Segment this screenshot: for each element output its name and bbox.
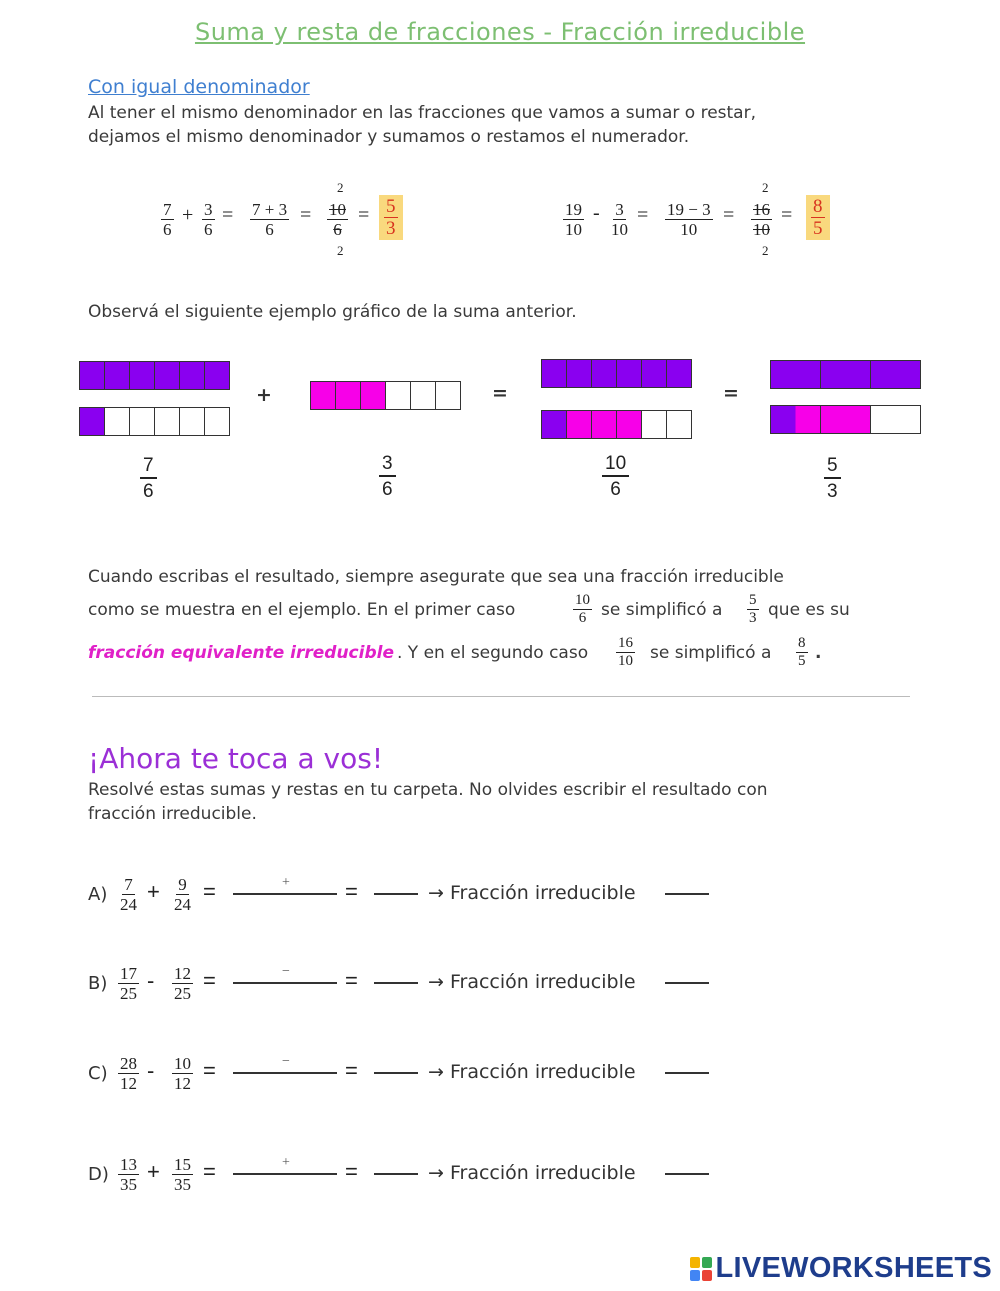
note-text: se simplificó a	[650, 643, 772, 663]
equals-sign: =	[781, 204, 793, 226]
note-text: que es su	[768, 600, 850, 620]
fraction: $\frac{13}{35}$	[120, 1155, 137, 1194]
bar-cell	[617, 360, 642, 387]
answer-line[interactable]	[233, 1173, 337, 1175]
bar-cell	[542, 360, 567, 387]
bar-cell	[771, 406, 821, 433]
exercise-label: B)	[88, 973, 108, 994]
bar-cell	[105, 362, 130, 389]
bar-cell	[642, 360, 667, 387]
equals-sign: =	[203, 1159, 216, 1184]
equals-sign: =	[203, 879, 216, 904]
bar-cell	[130, 362, 155, 389]
crossed-fraction: $\frac{10}{6}$	[329, 200, 346, 239]
operation-sign: +	[282, 875, 290, 890]
equals-sign: =	[345, 1159, 358, 1184]
bar-cell	[105, 408, 130, 435]
fraction: $\frac{3}{10}$	[611, 200, 628, 239]
answer-line[interactable]	[665, 1072, 709, 1074]
bar-partial	[541, 410, 692, 439]
bar-cell	[821, 361, 871, 388]
note-text: .	[815, 643, 822, 663]
note-line-2: como se muestra en el ejemplo. En el primer caso	[88, 600, 516, 620]
inline-fraction: $\frac{10}{6}$	[575, 592, 590, 626]
exercise-label: A)	[88, 884, 108, 905]
inline-fraction: $\frac{16}{10}$	[618, 635, 633, 669]
operation-sign: −	[282, 964, 290, 979]
bar-cell	[871, 361, 920, 388]
bar-cell	[771, 361, 821, 388]
answer-line[interactable]	[233, 1072, 337, 1074]
equals-sign: =	[222, 204, 234, 226]
note-line-1: Cuando escribas el resultado, siempre asegurate que sea una fracción irreducible	[88, 567, 784, 587]
result-fraction: $\frac{5}{3}$	[379, 195, 403, 240]
fraction: $\frac{9}{24}$	[174, 875, 191, 914]
plus-sign: +	[182, 204, 194, 226]
result-label: → Fracción irreducible	[428, 1162, 636, 1184]
brand-logo: LIVEWORKSHEETS	[690, 1252, 993, 1285]
bar-cell	[821, 406, 871, 433]
equals-sign: =	[203, 1058, 216, 1083]
bar-cell	[336, 382, 361, 409]
equals-sign: =	[637, 204, 649, 226]
operator: -	[147, 1058, 155, 1083]
bar-cell	[617, 411, 642, 438]
answer-line[interactable]	[665, 1173, 709, 1175]
inline-fraction: $\frac{5}{3}$	[749, 592, 757, 626]
equals-sign: =	[345, 879, 358, 904]
equals-sign: =	[203, 968, 216, 993]
bar-label-fraction: $\frac{10}{6}$	[602, 454, 629, 499]
divider	[92, 696, 910, 697]
fraction: $\frac{15}{35}$	[174, 1155, 191, 1194]
bar-label-fraction: $\frac{3}{6}$	[379, 454, 396, 499]
combined-fraction: $\frac{19 - 3}{10}$	[667, 200, 711, 239]
divisor-bottom: 2	[762, 243, 769, 258]
brand-icon	[690, 1257, 712, 1281]
result-label: → Fracción irreducible	[428, 971, 636, 993]
plus-sign: +	[256, 384, 272, 406]
bar-cell	[205, 408, 229, 435]
bar-cell	[667, 411, 691, 438]
exercise-label: C)	[88, 1063, 108, 1084]
bar-cell	[205, 362, 229, 389]
exercise-label: D)	[88, 1164, 109, 1185]
bar-cell	[311, 382, 336, 409]
bar-cell	[567, 360, 592, 387]
bar-cell	[155, 362, 180, 389]
bar-cell	[386, 382, 411, 409]
fraction: $\frac{12}{25}$	[174, 964, 191, 1003]
fraction: $\frac{7}{24}$	[120, 875, 137, 914]
bar-cell	[180, 408, 205, 435]
bar-cell	[130, 408, 155, 435]
intro-line-2: dejamos el mismo denominador y sumamos o restamos el numerador.	[88, 127, 690, 147]
equals-sign: =	[723, 204, 735, 226]
bar-cell	[567, 411, 592, 438]
operation-sign: −	[282, 1054, 290, 1069]
result-label: → Fracción irreducible	[428, 882, 636, 904]
answer-line[interactable]	[374, 1173, 418, 1175]
answer-line[interactable]	[665, 982, 709, 984]
answer-line[interactable]	[665, 893, 709, 895]
inline-fraction: $\frac{8}{5}$	[798, 635, 806, 669]
bar-cell	[361, 382, 386, 409]
combined-fraction: $\frac{7 + 3}{6}$	[252, 200, 288, 239]
fraction: $\frac{19}{10}$	[565, 200, 582, 239]
bar-cell	[80, 408, 105, 435]
divisor-top: 2	[337, 180, 344, 195]
fraction: $\frac{17}{25}$	[120, 964, 137, 1003]
practice-instruction-2: fracción irreducible.	[88, 804, 257, 824]
result-label: → Fracción irreducible	[428, 1061, 636, 1083]
note-text: se simplificó a	[601, 600, 723, 620]
bar-label-fraction: $\frac{5}{3}$	[824, 456, 841, 501]
operator: +	[147, 1159, 160, 1184]
observe-text: Observá el siguiente ejemplo gráfico de la suma anterior.	[88, 302, 577, 322]
equals-sign: =	[300, 204, 312, 226]
bar-cell	[80, 362, 105, 389]
bar-cell	[411, 382, 436, 409]
bar-cell	[592, 360, 617, 387]
divisor-top: 2	[762, 180, 769, 195]
equals-sign: =	[345, 1058, 358, 1083]
bar-partial	[770, 405, 921, 434]
bar-cell	[667, 360, 691, 387]
divisor-bottom: 2	[337, 243, 344, 258]
practice-heading: ¡Ahora te toca a vos!	[88, 742, 384, 775]
answer-line[interactable]	[374, 1072, 418, 1074]
bar-cell	[542, 411, 567, 438]
bar-cell	[642, 411, 667, 438]
operator: -	[147, 968, 155, 993]
equals-sign: =	[492, 382, 508, 404]
fraction: $\frac{3}{6}$	[204, 200, 213, 239]
operator: +	[147, 879, 160, 904]
answer-line[interactable]	[233, 893, 337, 895]
answer-line[interactable]	[374, 982, 418, 984]
bar-partial	[79, 407, 230, 436]
bar-cell	[155, 408, 180, 435]
bar-whole	[770, 360, 921, 389]
answer-line[interactable]	[374, 893, 418, 895]
operation-sign: +	[282, 1155, 290, 1170]
bar-cell	[180, 362, 205, 389]
equals-sign: =	[723, 382, 739, 404]
intro-line-1: Al tener el mismo denominador en las fracciones que vamos a sumar o restar,	[88, 103, 756, 123]
fraction: $\frac{28}{12}$	[120, 1054, 137, 1093]
crossed-fraction: $\frac{16}{10}$	[753, 200, 770, 239]
bar-cell	[592, 411, 617, 438]
answer-line[interactable]	[233, 982, 337, 984]
minus-sign: -	[593, 202, 600, 224]
equals-sign: =	[345, 968, 358, 993]
note-text: . Y en el segundo caso	[397, 643, 589, 663]
bar-label-fraction: $\frac{7}{6}$	[140, 456, 157, 501]
bar-cell	[436, 382, 460, 409]
page-title: Suma y resta de fracciones - Fracción irreducible	[194, 18, 806, 46]
bar-whole	[79, 361, 230, 390]
practice-instruction-1: Resolvé estas sumas y restas en tu carpeta. No olvides escribir el resultado con	[88, 780, 768, 800]
bar-cell	[871, 406, 920, 433]
section-heading: Con igual denominador	[88, 76, 310, 98]
equals-sign: =	[358, 204, 370, 226]
fraction: $\frac{7}{6}$	[163, 200, 172, 239]
emphasis-text: fracción equivalente irreducible	[88, 643, 394, 663]
fraction: $\frac{10}{12}$	[174, 1054, 191, 1093]
bar-whole	[541, 359, 692, 388]
bar-partial	[310, 381, 461, 410]
result-fraction: $\frac{8}{5}$	[806, 195, 830, 240]
